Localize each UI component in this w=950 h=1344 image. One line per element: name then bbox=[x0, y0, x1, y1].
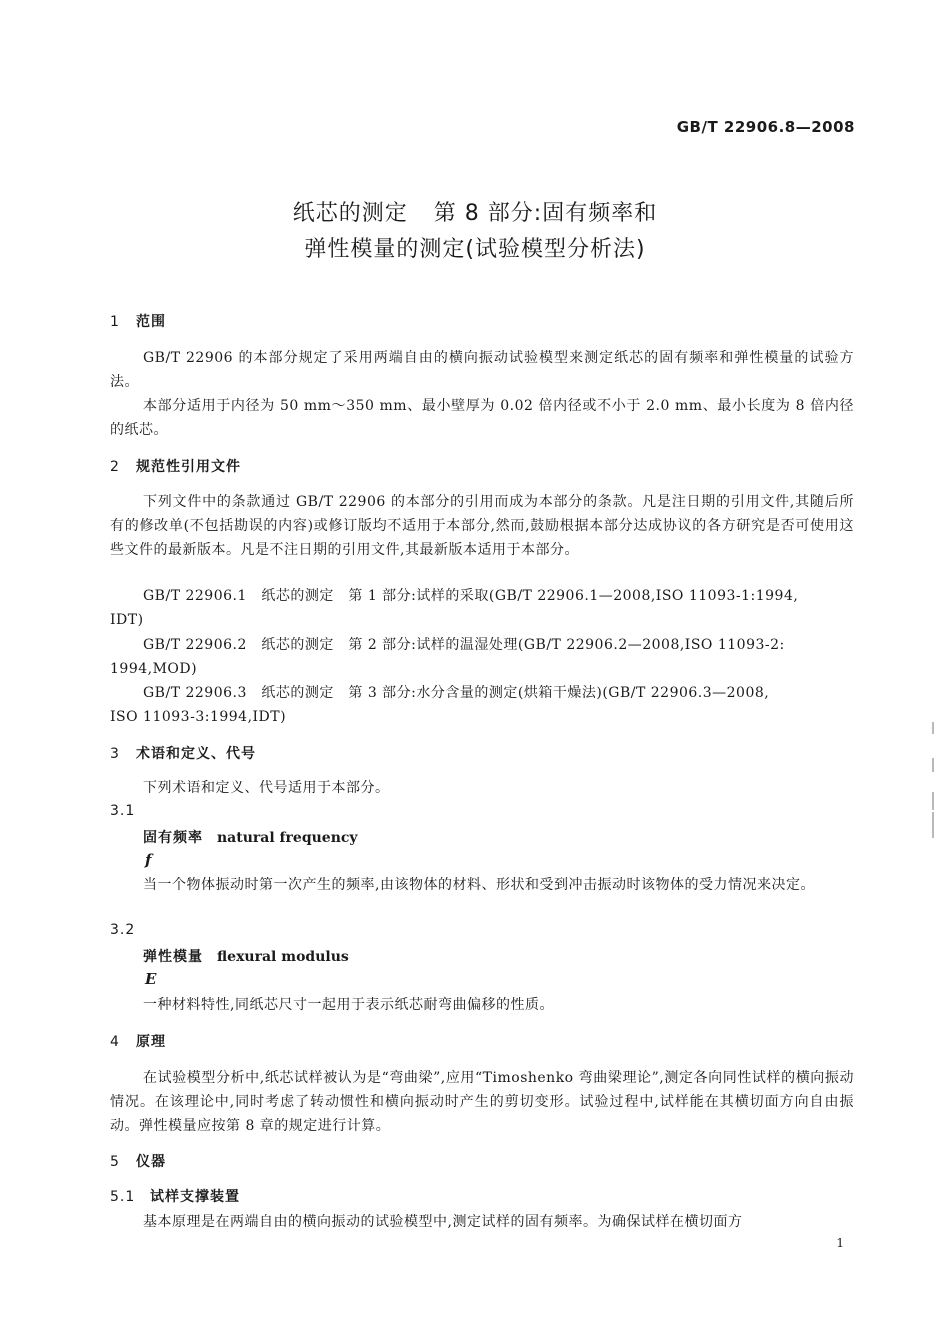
section-number: 3 bbox=[110, 746, 120, 762]
term-symbol-e: E bbox=[145, 970, 157, 988]
reference-3-line-2: ISO 11093-3:1994,IDT) bbox=[110, 709, 287, 725]
section-1-paragraph-2: 本部分适用于内径为 50 mm～350 mm、最小壁厚为 0.02 倍内径或不小于 2.0 mm、最小长度为 8 倍内径的纸芯。 bbox=[110, 398, 854, 438]
term-definition-natural-frequency: 当一个物体振动时第一次产生的频率,由该物体的材料、形状和受到冲击振动时该物体的受力情况来决定。 bbox=[143, 877, 815, 893]
section-number: 4 bbox=[110, 1034, 120, 1050]
section-number: 1 bbox=[110, 314, 120, 330]
clause-3-2-number: 3.2 bbox=[110, 922, 136, 938]
reference-2-line-1: GB/T 22906.2 纸芯的测定 第 2 部分:试样的温湿处理(GB/T 22906.2—2008,ISO 11093-2: bbox=[143, 637, 785, 653]
scan-edge-mark bbox=[932, 758, 934, 772]
standard-number: GB/T 22906.8—2008 bbox=[676, 118, 855, 136]
scan-edge-mark bbox=[932, 812, 934, 838]
section-1-heading bbox=[110, 311, 166, 331]
section-1-paragraph-1: GB/T 22906 的本部分规定了采用两端自由的横向振动试验模型来测定纸芯的固有频率和弹性模量的试验方法。 bbox=[110, 350, 854, 390]
reference-1-line-2: IDT) bbox=[110, 612, 144, 628]
section-3-heading bbox=[110, 743, 256, 763]
scan-edge-mark bbox=[932, 722, 934, 734]
section-2-heading bbox=[110, 456, 241, 476]
term-natural-frequency bbox=[143, 827, 358, 847]
term-en: natural frequency bbox=[217, 830, 358, 846]
section-4-heading bbox=[110, 1031, 166, 1051]
term-en: flexural modulus bbox=[217, 949, 349, 965]
scan-edge-mark bbox=[932, 792, 934, 810]
section-3-paragraph-1: 下列术语和定义、代号适用于本部分。 bbox=[143, 780, 390, 796]
section-5-1-paragraph-1: 基本原理是在两端自由的横向振动的试验模型中,测定试样的固有频率。为确保试样在横切面方 bbox=[143, 1214, 743, 1230]
term-symbol-f: f bbox=[145, 851, 152, 869]
title-part-a: 纸芯的测定 bbox=[292, 201, 408, 226]
section-title: 规范性引用文件 bbox=[136, 459, 241, 475]
clause-3-1-number: 3.1 bbox=[110, 803, 136, 819]
document-title-line-2: 弹性模量的测定(试验模型分析法) bbox=[304, 237, 646, 262]
document-title-line-1 bbox=[0, 196, 950, 232]
section-title: 术语和定义、代号 bbox=[136, 746, 256, 762]
section-title: 仪器 bbox=[136, 1154, 166, 1170]
clause-title: 试样支撑装置 bbox=[150, 1189, 240, 1205]
reference-2-line-2: 1994,MOD) bbox=[110, 661, 198, 677]
term-definition-flexural-modulus: 一种材料特性,同纸芯尺寸一起用于表示纸芯耐弯曲偏移的性质。 bbox=[143, 997, 554, 1013]
title-part-b: 第 8 部分:固有频率和 bbox=[433, 201, 658, 226]
section-title: 原理 bbox=[136, 1034, 166, 1050]
reference-3-line-1: GB/T 22906.3 纸芯的测定 第 3 部分:水分含量的测定(烘箱干燥法)(GB/T 22906.3—2008, bbox=[143, 685, 770, 701]
page-number: 1 bbox=[836, 1236, 844, 1250]
section-number: 5 bbox=[110, 1154, 120, 1170]
section-number: 2 bbox=[110, 459, 120, 475]
clause-5-1-heading bbox=[110, 1186, 240, 1206]
term-cn: 弹性模量 bbox=[143, 949, 203, 965]
section-2-paragraph-1: 下列文件中的条款通过 GB/T 22906 的本部分的引用而成为本部分的条款。凡是注日期的引用文件,其随后所有的修改单(不包括勘误的内容)或修订版均不适用于本部分,然而,鼓励根据本部分达成协议的各方研究是否可使用这些文件的最新版本。凡是不注日期的引用文件,其最新版本适用于本部分。 bbox=[110, 494, 854, 558]
term-cn: 固有频率 bbox=[143, 830, 203, 846]
section-title: 范围 bbox=[136, 314, 166, 330]
section-4-paragraph-1: 在试验模型分析中,纸芯试样被认为是“弯曲梁”,应用“Timoshenko 弯曲梁理论”,测定各向同性试样的横向振动情况。在该理论中,同时考虑了转动惯性和横向振动时产生的剪切变形。试验过程中,试样能在其横切面方向自由振动。弹性模量应按第 8 章的规定进行计算。 bbox=[110, 1070, 854, 1134]
clause-number: 5.1 bbox=[110, 1189, 136, 1205]
reference-1-line-1: GB/T 22906.1 纸芯的测定 第 1 部分:试样的采取(GB/T 22906.1—2008,ISO 11093-1:1994, bbox=[143, 588, 799, 604]
section-5-heading bbox=[110, 1151, 166, 1171]
term-flexural-modulus bbox=[143, 946, 349, 966]
